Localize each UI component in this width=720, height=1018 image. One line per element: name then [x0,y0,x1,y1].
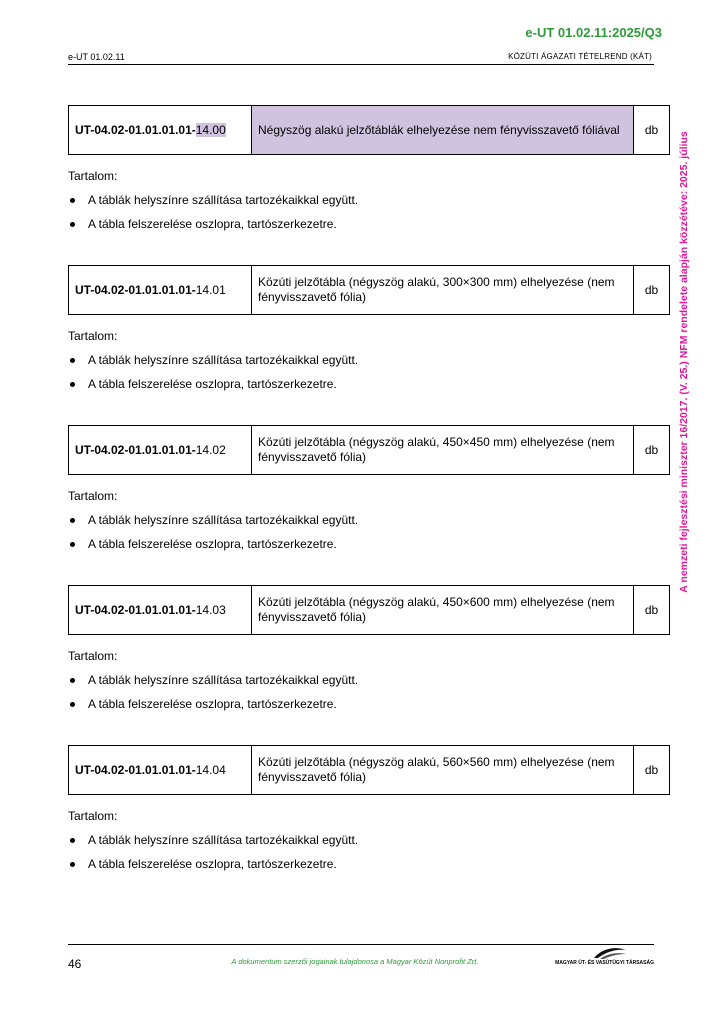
item-block [68,425,670,585]
content-bullets [68,828,670,876]
item-unit: db [634,266,670,315]
bullet-item: A tábla felszerelése oszlopra, tartószerkezetre. [68,372,670,396]
logo-text: MAGYAR ÚT- ÉS VASÚTÜGYI TÁRSASÁG [555,960,654,966]
company-logo [555,946,654,968]
copyright-notice: A dokumentum szerzői jogainak tulajdonosa a Magyar Közút Nonprofit Zrt. [231,957,479,966]
bullet-item: A tábla felszerelése oszlopra, tartószerkezetre. [68,532,670,556]
bullet-item: A tábla felszerelése oszlopra, tartószerkezetre. [68,212,670,236]
content-bullets [68,508,670,556]
page-number: 46 [68,957,82,971]
bullet-item: A táblák helyszínre szállítása tartozékaikkal együtt. [68,828,670,852]
item-table [68,585,670,635]
content-bullets [68,348,670,396]
item-code-prefix: UT-04.02-01.01.01.01- [75,123,196,137]
item-description: Közúti jelzőtábla (négyszög alakú, 560×560 mm) elhelyezése (nem fényvisszavető fólia) [252,746,634,795]
content-bullets [68,668,670,716]
item-block [68,585,670,745]
content-label: Tartalom: [68,809,118,823]
item-unit: db [634,426,670,475]
bullet-item: A tábla felszerelése oszlopra, tartószerkezetre. [68,692,670,716]
item-code [69,106,252,155]
item-code-prefix: UT-04.02-01.01.01.01- [75,603,196,617]
item-description: Közúti jelzőtábla (négyszög alakú, 300×300 mm) elhelyezése (nem fényvisszavető fólia) [252,266,634,315]
bullet-item: A táblák helyszínre szállítása tartozékaikkal együtt. [68,348,670,372]
item-code-suffix: 14.01 [195,283,226,297]
item-description: Közúti jelzőtábla (négyszög alakú, 450×600 mm) elhelyezése (nem fényvisszavető fólia) [252,586,634,635]
item-code [69,586,252,635]
content-label: Tartalom: [68,169,118,183]
content-label: Tartalom: [68,329,118,343]
item-code-suffix: 14.03 [195,603,226,617]
items-list [68,105,670,905]
bullet-item: A táblák helyszínre szállítása tartozékaikkal együtt. [68,188,670,212]
bullet-item: A tábla felszerelése oszlopra, tartószerkezetre. [68,852,670,876]
content-label: Tartalom: [68,649,118,663]
header-divider [68,64,654,65]
item-table [68,105,670,155]
content-bullets [68,188,670,236]
item-code-prefix: UT-04.02-01.01.01.01- [75,443,196,457]
item-code-prefix: UT-04.02-01.01.01.01- [75,283,196,297]
item-unit: db [634,106,670,155]
item-block [68,105,670,265]
item-code [69,266,252,315]
header-left: e-UT 01.02.11 [68,52,125,62]
bullet-item: A táblák helyszínre szállítása tartozékaikkal együtt. [68,508,670,532]
item-block [68,265,670,425]
item-unit: db [634,746,670,795]
side-note-text: A nemzeti fejlesztési miniszter 16/2017. (V. 25.) NFM rendelete alapján közzétéve: 2025. július [678,131,690,593]
item-code [69,426,252,475]
item-code [69,746,252,795]
item-block [68,745,670,905]
header-right: KÖZÚTI ÁGAZATI TÉTELREND (KÁT) [508,52,652,61]
item-table [68,265,670,315]
content-label: Tartalom: [68,489,118,503]
document-id: e-UT 01.02.11:2025/Q3 [525,25,662,40]
item-unit: db [634,586,670,635]
item-table [68,425,670,475]
item-code-suffix: 14.02 [195,443,226,457]
item-code-prefix: UT-04.02-01.01.01.01- [75,763,196,777]
item-table [68,745,670,795]
logo-swoosh-icon [592,946,628,960]
item-description: Közúti jelzőtábla (négyszög alakú, 450×450 mm) elhelyezése (nem fényvisszavető fólia) [252,426,634,475]
item-code-suffix: 14.00 [195,123,226,137]
item-description: Négyszög alakú jelzőtáblák elhelyezése nem fényvisszavető fóliával [252,106,634,155]
item-code-suffix: 14.04 [195,763,226,777]
bullet-item: A táblák helyszínre szállítása tartozékaikkal együtt. [68,668,670,692]
footer-divider [68,944,654,945]
